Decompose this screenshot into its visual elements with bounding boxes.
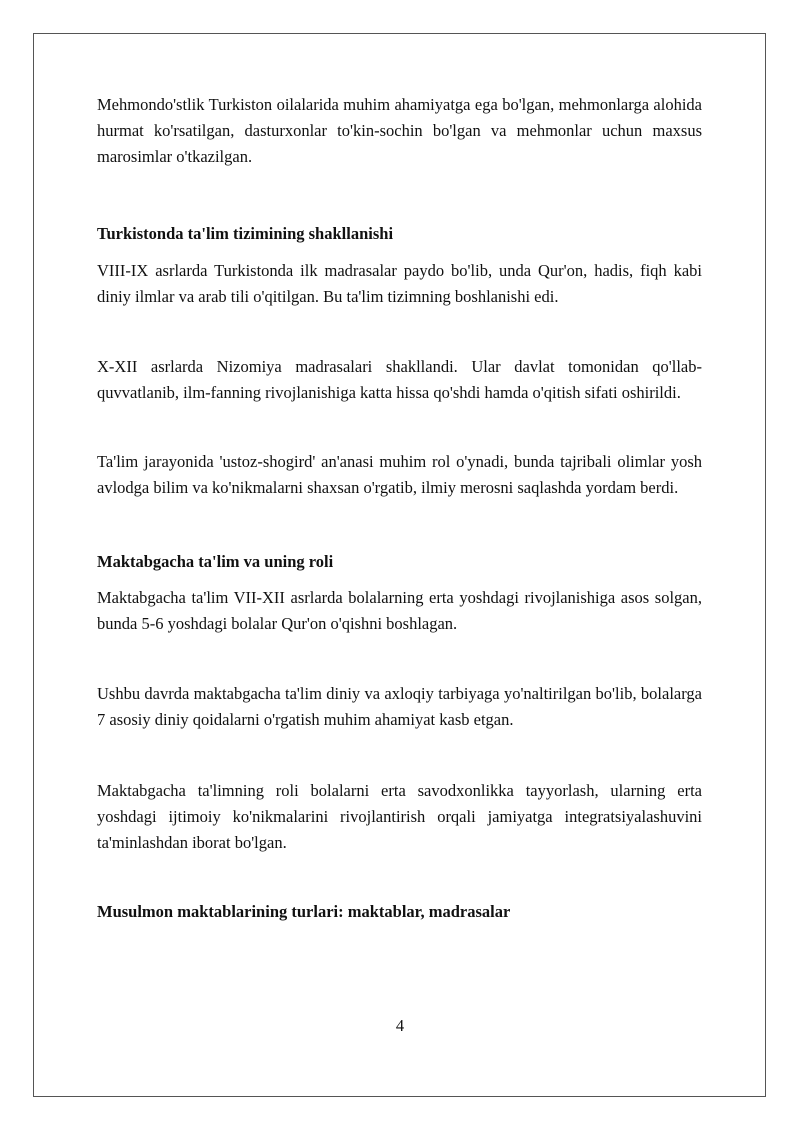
paragraph-first-madrasas: VIII-IX asrlarda Turkistonda ilk madrasalar paydo bo'lib, unda Qur'on, hadis, fiqh kabi diniy ilmlar va arab tili o'qitilgan. Bu ta'lim tizimning boshlanishi edi.	[97, 261, 702, 306]
page-number: 4	[395, 1016, 405, 1035]
paragraph-nizomiya: X-XII asrlarda Nizomiya madrasalari shakllandi. Ular davlat tomonidan qo'llab-quvvatlanib, ilm-fanning rivojlanishiga katta hissa qo'shdi hamda o'qitish sifati oshirildi.	[97, 357, 702, 402]
paragraph-ustoz-shogird: Ta'lim jarayonida 'ustoz-shogird' an'anasi muhim rol o'ynadi, bunda tajribali olimlar yosh avlodga bilim va ko'nikmalarni shaxsan o'rgatib, ilmiy merosni saqlashda yordam berdi.	[97, 452, 702, 497]
document-body	[97, 92, 702, 925]
paragraph-preschool-role: Maktabgacha ta'limning roli bolalarni erta savodxonlikka tayyorlash, ularning erta yoshdagi ijtimoiy ko'nikmalarini rivojlantirish orqali jamiyatga integratsiyalashuvini ta'minlashdan iborat bo'lgan.	[97, 781, 702, 852]
paragraph-preschool-basis: Maktabgacha ta'lim VII-XII asrlarda bolalarning erta yoshdagi rivojlanishiga asos solgan, bunda 5-6 yoshdagi bolalar Qur'on o'qishni boshlagan.	[97, 588, 702, 633]
paragraph-hospitality: Mehmondo'stlik Turkiston oilalarida muhim ahamiyatga ega bo'lgan, mehmonlarga alohida hurmat ko'rsatilgan, dasturxonlar to'kin-sochin bo'lgan va mehmonlar uchun maxsus marosimlar o'tkazilgan.	[97, 95, 702, 166]
heading-preschool: Maktabgacha ta'lim va uning roli	[97, 552, 334, 571]
paragraph-preschool-religious: Ushbu davrda maktabgacha ta'lim diniy va axloqiy tarbiyaga yo'naltirilgan bo'lib, bolalarga 7 asosiy diniy qoidalarni o'rgatish muhim ahamiyat kasb etgan.	[97, 684, 702, 729]
heading-muslim-schools: Musulmon maktablarining turlari: maktablar, madrasalar	[97, 902, 511, 921]
heading-education-system: Turkistonda ta'lim tizimining shakllanishi	[97, 224, 394, 243]
